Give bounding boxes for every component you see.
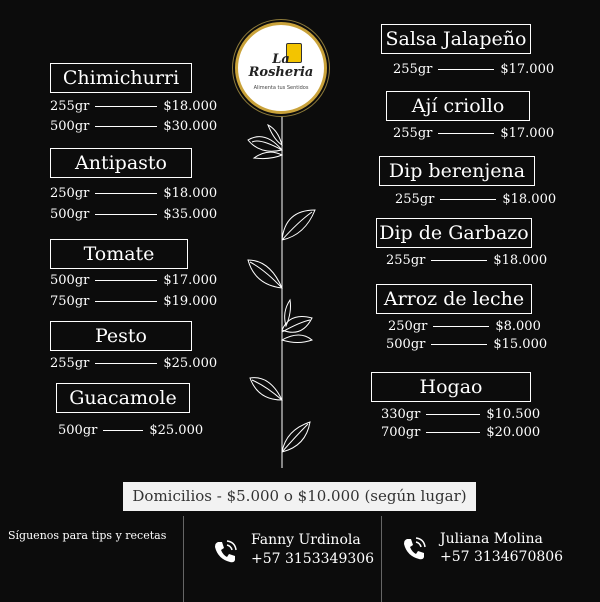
price-line xyxy=(50,205,217,223)
price-value: $35.000 xyxy=(163,206,218,222)
size-label: 330gr xyxy=(381,406,421,422)
item-title-pesto: Pesto xyxy=(50,321,192,351)
item-title-aji-criollo: Ají criollo xyxy=(386,91,530,121)
size-label: 500gr xyxy=(50,206,90,222)
price-line xyxy=(50,271,217,289)
delivery-banner: Domicilios - $5.000 o $10.000 (según lugar) xyxy=(123,482,476,511)
price-value: $18.000 xyxy=(502,191,557,207)
price-value: $17.000 xyxy=(500,61,555,77)
size-label: 255gr xyxy=(393,125,433,141)
size-label: 255gr xyxy=(50,355,90,371)
contact-name: Juliana Molina xyxy=(440,531,543,547)
item-title-antipasto: Antipasto xyxy=(50,148,192,178)
price-value: $25.000 xyxy=(163,355,218,371)
price-line xyxy=(386,335,547,353)
price-value: $18.000 xyxy=(493,252,548,268)
price-line xyxy=(395,190,556,208)
item-title-dip-garbazo: Dip de Garbazo xyxy=(376,218,532,248)
item-title-salsa-jalapeno: Salsa Jalapeño xyxy=(381,24,531,54)
price-line xyxy=(50,184,217,202)
size-label: 750gr xyxy=(50,293,90,309)
price-value: $17.000 xyxy=(500,125,555,141)
item-title-guacamole: Guacamole xyxy=(56,383,190,413)
item-title-arroz-leche: Arroz de leche xyxy=(376,284,532,314)
price-line xyxy=(381,423,540,441)
price-line xyxy=(50,292,217,310)
price-line xyxy=(58,421,203,439)
size-label: 500gr xyxy=(386,336,426,352)
logo-tagline: Alimenta tus Sentidos xyxy=(253,85,309,91)
price-line xyxy=(381,405,540,423)
price-line xyxy=(393,124,554,142)
item-title-dip-berenjena: Dip berenjena xyxy=(379,156,535,186)
size-label: 255gr xyxy=(386,252,426,268)
price-line xyxy=(393,60,554,78)
contact-name: Fanny Urdinola xyxy=(251,532,361,548)
footer-divider xyxy=(183,516,184,602)
botanical-stem-decoration xyxy=(230,100,330,475)
price-value: $20.000 xyxy=(486,424,541,440)
size-label: 250gr xyxy=(388,318,428,334)
size-label: 255gr xyxy=(50,98,90,114)
price-value: $18.000 xyxy=(163,98,218,114)
size-label: 500gr xyxy=(50,118,90,134)
size-label: 250gr xyxy=(50,185,90,201)
phone-icon xyxy=(212,539,238,565)
follow-text: Síguenos para tips y recetas xyxy=(8,529,167,542)
item-title-chimichurri: Chimichurri xyxy=(50,63,192,93)
price-line xyxy=(50,354,217,372)
size-label: 255gr xyxy=(395,191,435,207)
phone-icon xyxy=(401,536,427,562)
brand-logo xyxy=(235,22,327,114)
size-label: 500gr xyxy=(58,422,98,438)
size-label: 700gr xyxy=(381,424,421,440)
price-value: $10.500 xyxy=(486,406,541,422)
size-label: 500gr xyxy=(50,272,90,288)
price-value: $15.000 xyxy=(493,336,548,352)
contact-phone[interactable]: +57 3153349306 xyxy=(251,551,375,567)
price-line xyxy=(50,117,217,135)
price-line xyxy=(386,251,547,269)
price-value: $19.000 xyxy=(163,293,218,309)
logo-text: La Rosheria xyxy=(248,52,314,80)
item-title-tomate: Tomate xyxy=(50,239,188,269)
footer-divider xyxy=(381,516,382,602)
item-title-hogao: Hogao xyxy=(371,372,531,402)
price-line xyxy=(50,97,217,115)
price-value: $18.000 xyxy=(163,185,218,201)
price-value: $30.000 xyxy=(163,118,218,134)
price-line xyxy=(388,317,541,335)
price-value: $25.000 xyxy=(149,422,204,438)
size-label: 255gr xyxy=(393,61,433,77)
price-value: $17.000 xyxy=(163,272,218,288)
price-value: $8.000 xyxy=(495,318,541,334)
contact-phone[interactable]: +57 3134670806 xyxy=(440,549,564,565)
